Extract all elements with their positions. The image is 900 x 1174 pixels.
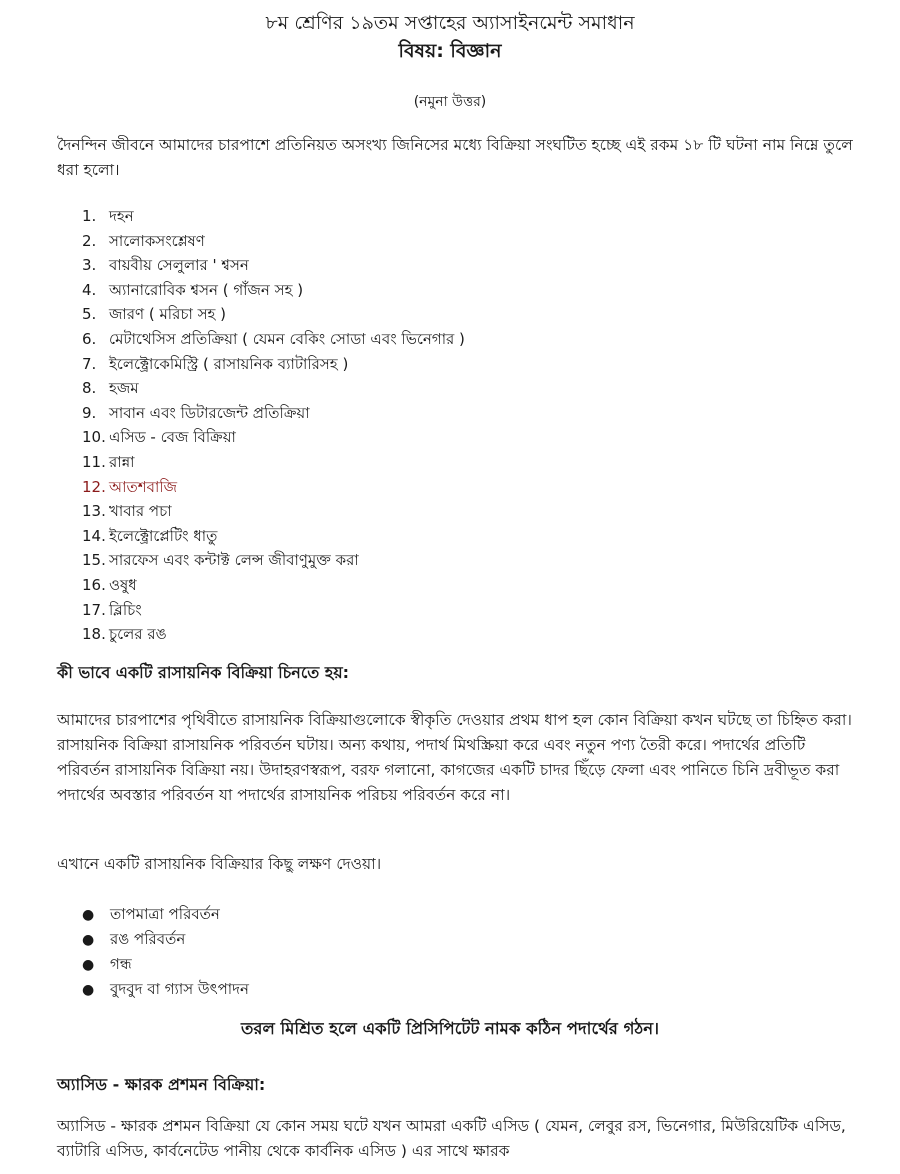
- list-number: 17.: [82, 600, 106, 619]
- list-item-label: মেটাথেসিস প্রতিক্রিয়া ( যেমন বেকিং সোডা এবং ভিনেগার ): [109, 329, 465, 348]
- list-item: [82, 278, 465, 303]
- list-item: [82, 450, 465, 475]
- signs-intro: এখানে একটি রাসায়নিক বিক্রিয়ার কিছু লক্ষণ দেওয়া।: [57, 855, 382, 873]
- section-heading-neutralization: অ্যাসিড - ক্ষারক প্রশমন বিক্রিয়া:: [57, 1075, 266, 1094]
- section-heading-identify-reaction: কী ভাবে একটি রাসায়নিক বিক্রিয়া চিনতে হয়:: [57, 663, 350, 682]
- list-item: [82, 229, 465, 254]
- list-number: 5.: [82, 305, 97, 324]
- list-number: 16.: [82, 575, 106, 594]
- list-item-label: চুলের রঙ: [109, 625, 167, 644]
- list-item-label: তাপমাত্রা পরিবর্তন: [110, 905, 220, 923]
- list-item-label: হজম: [109, 379, 139, 398]
- list-item-label: খাবার পচা: [109, 502, 172, 521]
- reaction-list: [82, 204, 465, 647]
- list-item-label: রঙ পরিবর্তন: [110, 930, 186, 948]
- list-item-label: বুদবুদ বা গ্যাস উৎপাদন: [110, 980, 249, 998]
- list-item: [82, 327, 465, 352]
- signs-list: [82, 902, 249, 1002]
- list-number: 1.: [82, 207, 97, 225]
- list-number: 10.: [82, 428, 106, 447]
- neutralization-paragraph: অ্যাসিড - ক্ষারক প্রশমন বিক্রিয়া যে কোন সময় ঘটে যখন আমরা একটি এসিড ( যেমন, লেবুর রস, ভিনেগার, মিউরিয়েটিক এসিড, ব্যাটারি এসিড, কার্বনেটেড পানীয় থেকে কার্বনিক এসিড ) এর সাথে ক্ষারক: [57, 1117, 846, 1160]
- list-item-label: ইলেক্ট্রোকেমিস্ট্রি ( রাসায়নিক ব্যাটারিসহ ): [109, 354, 349, 373]
- document-title: ৮ম শ্রেণির ১৯তম সপ্তাহের অ্যাসাইনমেন্ট সমাধান: [265, 12, 635, 34]
- list-item: [82, 401, 465, 426]
- list-item-label: ওষুধ: [109, 575, 137, 594]
- bullet-icon: ●: [82, 932, 95, 948]
- list-item: [82, 573, 465, 598]
- list-item: [82, 204, 465, 229]
- list-item: [82, 977, 249, 1002]
- list-number: 6.: [82, 329, 97, 348]
- list-number: 14.: [82, 526, 106, 545]
- list-item-label: বায়বীয় সেলুলার ' শ্বসন: [109, 256, 249, 275]
- list-number: 12.: [82, 477, 106, 496]
- list-number: 7.: [82, 354, 97, 373]
- list-item: [82, 475, 465, 500]
- list-item-label: রান্না: [109, 452, 135, 471]
- intro-paragraph: দৈনন্দিন জীবনে আমাদের চারপাশে প্রতিনিয়ত অসংখ্য জিনিসের মধ্যে বিক্রিয়া সংঘটিত হচ্ছে এই রকম ১৮ টি ঘটনা নাম নিম্নে তুলে ধরা হলো।: [57, 136, 853, 179]
- list-item-label: এসিড - বেজ বিক্রিয়া: [109, 428, 236, 447]
- list-item: [82, 952, 249, 977]
- identify-reaction-paragraph: আমাদের চারপাশের পৃথিবীতে রাসায়নিক বিক্রিয়াগুলোকে স্বীকৃতি দেওয়ার প্রথম ধাপ হল কোন বিক্রিয়া কখন ঘটছে তা চিহ্নিত করা। রাসায়নিক বিক্রিয়া রাসায়নিক পরিবর্তন ঘটায়। অন্য কথায়, পদার্থ মিথস্ক্রিয়া করে এবং নতুন পণ্য তৈরী করে। পদার্থের প্রতিটি পরিবর্তন রাসায়নিক বিক্রিয়া নয়। উদাহরণস্বরূপ, বরফ গলানো, কাগজের একটি চাদর ছিঁড়ে ফেলা এবং পানিতে চিনি দ্রবীভূত করা পদার্থের অবস্তার পরিবর্তন যা পদার্থের রাসায়নিক পরিচয় পরিবর্তন করে না।: [57, 711, 852, 804]
- list-item-label: আতশবাজি: [109, 477, 178, 496]
- list-number: 8.: [82, 379, 97, 398]
- list-item-label: অ্যানারোবিক শ্বসন ( গাঁজন সহ ): [109, 280, 304, 299]
- precipitate-note: তরল মিশ্রিত হলে একটি প্রিসিপিটেট নামক কঠিন পদার্থের গঠন।: [241, 1019, 659, 1038]
- list-item: [82, 548, 465, 573]
- list-item: [82, 376, 465, 401]
- list-item-label: দহন: [109, 207, 134, 225]
- list-number: 18.: [82, 625, 106, 644]
- list-item: [82, 598, 465, 623]
- list-item: [82, 253, 465, 278]
- list-item: [82, 499, 465, 524]
- list-number: 15.: [82, 551, 106, 570]
- subject-title: বিষয়: বিজ্ঞান: [398, 40, 502, 62]
- list-item-label: সারফেস এবং কন্টাক্ট লেন্স জীবাণুমুক্ত করা: [109, 551, 359, 570]
- list-number: 4.: [82, 280, 97, 299]
- list-item-label: সালোকসংশ্লেষণ: [109, 231, 205, 250]
- bullet-icon: ●: [82, 907, 95, 923]
- list-item-label: জারণ ( মরিচা সহ ): [109, 305, 226, 324]
- bullet-icon: ●: [82, 982, 95, 998]
- list-item: [82, 425, 465, 450]
- list-item-label: ইলেক্ট্রোপ্লেটিং ধাতু: [109, 526, 218, 545]
- list-item-label: সাবান এবং ডিটারজেন্ট প্রতিক্রিয়া: [109, 403, 310, 422]
- list-item-label: ব্লিচিং: [109, 600, 142, 619]
- list-number: 11.: [82, 452, 106, 471]
- list-number: 13.: [82, 502, 106, 521]
- list-item: [82, 524, 465, 549]
- list-number: 3.: [82, 256, 97, 275]
- list-item: [82, 902, 249, 927]
- list-item: [82, 622, 465, 647]
- list-item: [82, 927, 249, 952]
- list-item-label: গন্ধ: [110, 955, 132, 973]
- list-number: 2.: [82, 231, 97, 250]
- list-item: [82, 352, 465, 377]
- sample-answer-label: (নমুনা উত্তর): [413, 94, 487, 110]
- list-item: [82, 302, 465, 327]
- list-number: 9.: [82, 403, 97, 422]
- bullet-icon: ●: [82, 957, 95, 973]
